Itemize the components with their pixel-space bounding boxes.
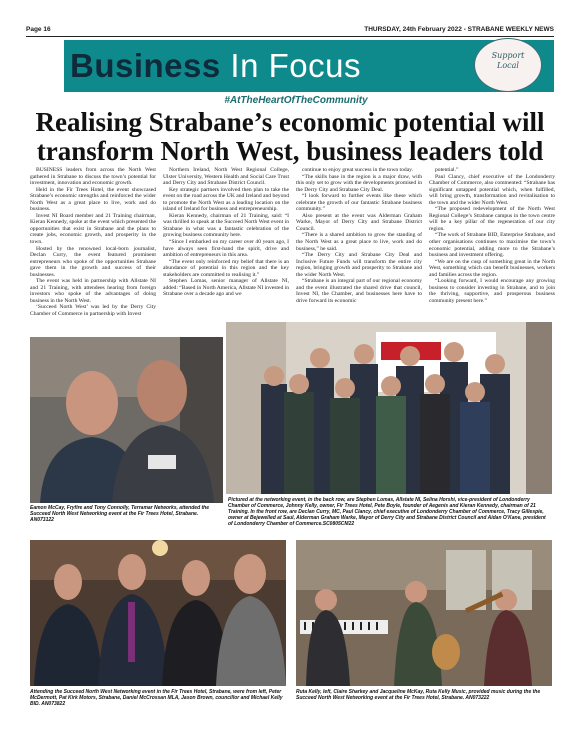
paragraph: Held in the Fir Trees Hotel, the event showcased Strabane’s economic strengths and reinforced the wider North West as a great place to live, work and do business.	[30, 186, 156, 213]
publication-date: THURSDAY, 24th February 2022 - STRABANE WEEKLY NEWS	[364, 26, 554, 33]
paragraph: potential.”	[435, 167, 459, 173]
paragraph: “There is a shared ambition to grow the standing of the North West as a great place to live, work and do business,” he said.	[296, 232, 422, 252]
article-column-3	[296, 167, 422, 334]
page-header	[26, 24, 554, 36]
header-rule	[26, 36, 554, 37]
paragraph: Hosted by the renowned local-born journalist, Declan Curry, the event featured prominent entrepreneurs who spoke of the opportunities Strabane gave them in the growth and success of their businesses.	[30, 245, 156, 278]
paragraph: “Looking forward, I would encourage any growing business to consider investing in Strabane, and to join the thriving, supportive, and prosperous business community present here.”	[429, 278, 555, 304]
photo-caption-2: Pictured at the networking event, in the back row, are Stephen Lomas, Allstate NI, Selina Horshi, vice-president of Londonderry Chamber of Commerce, Johnny Kelly, owner, Fir Trees Hotel, Pete Boyle, founder of Aegenis and Kieran Kennedy, chairman of 21 Training. In the front row, are Declan Curry, MC, Paul Clancy, chief executive of Londonderry Chamber of Commerce, Tracy Gillespie, owner at Bejewelled at Saul, Alderman Graham Warke, Mayor of Derry City and Strabane District Council and Aidan O’Kane, president of Londonderry Chamber of Commerce.SC0805CM22	[228, 497, 546, 527]
paragraph: “I look forward to further events like these which celebrate the growth of our fantastic Strabane business community.”	[296, 193, 422, 213]
hashtag: #AtTheHeartOfTheCommunity	[224, 95, 368, 106]
paragraph: “The event only reinforced my belief that there is an abundance of potential in this region and the key stakeholders are committed to realising it.”	[163, 258, 289, 278]
logo-line1: Support	[491, 51, 525, 60]
photo-four-men	[30, 540, 286, 686]
paragraph: continue to enjoy great success in the town today.	[302, 167, 414, 173]
paragraph: Paul Clancy, chief executive of the Londonderry Chamber of Commerce, also commented: “Strabane has significant untapped potential which, when fulfilled, will bring growth, transformation and revitalisation to the town and the wider North West.	[429, 173, 555, 206]
photo-musicians-image	[296, 540, 552, 686]
paragraph: Kieran Kennedy, chairman of 21 Training, said: “I was thrilled to speak at the Succeed North West event in Strabane in what was a fantastic celebration of the growing business community here.	[163, 212, 289, 239]
paragraph: The event was held in partnership with Allstate NI and 21 Training, with attendees hearing from foreign investors who spoke of the advantages of doing business in the North West.	[30, 278, 156, 304]
photo-four-men-image	[30, 540, 286, 686]
photo-two-men-image	[30, 337, 223, 503]
paragraph: “Since I embarked on my career over 40 years ago, I have always seen first-hand the spirit, drive and ambition of entrepreneurs in this area.	[163, 239, 289, 259]
photo-caption-4: Ruta Kelly, left, Claire Sharkey and Jacqueline McKay, Ruta Kelly Music, provided music during the the Succeed North West Networking event at the Fir Trees Hotel, Strabane. AN073222	[296, 689, 541, 701]
logo-line2: Local	[497, 61, 519, 70]
support-local-logo	[474, 38, 542, 92]
paragraph: “The skills base in the region is a major draw, with this only set to grow with the developments promised in the Derry City and Strabane City Deal.	[296, 173, 422, 193]
page-number: Page 16	[26, 26, 51, 33]
photo-group	[226, 322, 552, 494]
paragraph: BUSINESS leaders from across the North West gathered in Strabane to discuss the town’s potential for investment, innovation and economic growth.	[30, 167, 156, 187]
article-column-4	[429, 167, 555, 334]
paragraph: Stephen Lomas, senior manager of Allstate NI, added: “Based in North America, Allstate NI invested in Strabane over a decade ago and we	[163, 278, 289, 298]
headline: Realising Strabane’s economic potential will transform North West, business leaders told	[35, 107, 545, 166]
paragraph: Northern Ireland, North West Regional College, Ulster University, Western Health and Social Care Trust and Derry City and Strabane District Council.	[163, 167, 289, 187]
photo-caption-3: Attending the Succeed North West Networking event in the Fir Trees Hotel, Strabane, were from left, Peter McDermott, Pat Kirk Motors, Strabane, Daniel McCrossan MLA, Jason Brown, councillor and Michael Kelly BID. AN073822	[30, 689, 283, 707]
section-title	[70, 46, 361, 86]
paragraph: “The work of Strabane BID, Enterprise Strabane, and other organisations continues to maximise the town’s economic potential, adding more to the Strabane’s business and investment offering.	[429, 232, 555, 259]
paragraph: Key strategic partners involved then plan to take the event on the road across the UK and Ireland and beyond to promote the North West as a leading location on the island of Ireland for business and entrepreneurship.	[163, 186, 289, 213]
photo-musicians	[296, 540, 552, 686]
paragraph: “The Derry City and Strabane City Deal and Inclusive Future Funds will transform the entire city region, bringing growth and prosperity to Strabane and the wider North West.	[296, 252, 422, 278]
photo-two-men	[30, 337, 223, 503]
paragraph: Also present at the event was Alderman Graham Warke, Mayor of Derry City and Strabane District Council.	[296, 212, 422, 232]
paragraph: ‘Succeed North West’ was led by the Derry City Chamber of Commerce in partnership with Invest	[30, 304, 156, 318]
paragraph: “We are on the cusp of something great in the North West, something which can benefit businesses, workers and families across the region.	[429, 258, 555, 278]
paragraph: “The proposed redevelopment of the North West Regional College’s Strabane campus in the town centre will be a key pillar of the regeneration of our city region.	[429, 206, 555, 232]
section-title-word2: In Focus	[230, 47, 361, 84]
paragraph: “Strabane is an integral part of our regional economy and the event illustrated the shared drive that council, Invest NI, the Chamber, and businesses here have to drive forward its economic	[296, 278, 422, 304]
article-column-2	[163, 167, 289, 334]
photo-group-image	[226, 322, 552, 494]
article-body	[30, 167, 556, 334]
section-title-word1: Business	[70, 47, 221, 84]
photo-caption-1: Eamon McCay, Fryfire and Tony Connolly, Terramar Networks, attended the Succeed North West Networking event at the Fir Trees Hotel, Strabane. AN073122	[30, 505, 210, 523]
article-column-1	[30, 167, 156, 334]
paragraph: Invest NI Board member and 21 Training chairman, Kieran Kennedy, spoke at the event which presented the opportunities that exist in Strabane and the plans to create jobs, economic growth, and prosperity in the town.	[30, 212, 156, 246]
